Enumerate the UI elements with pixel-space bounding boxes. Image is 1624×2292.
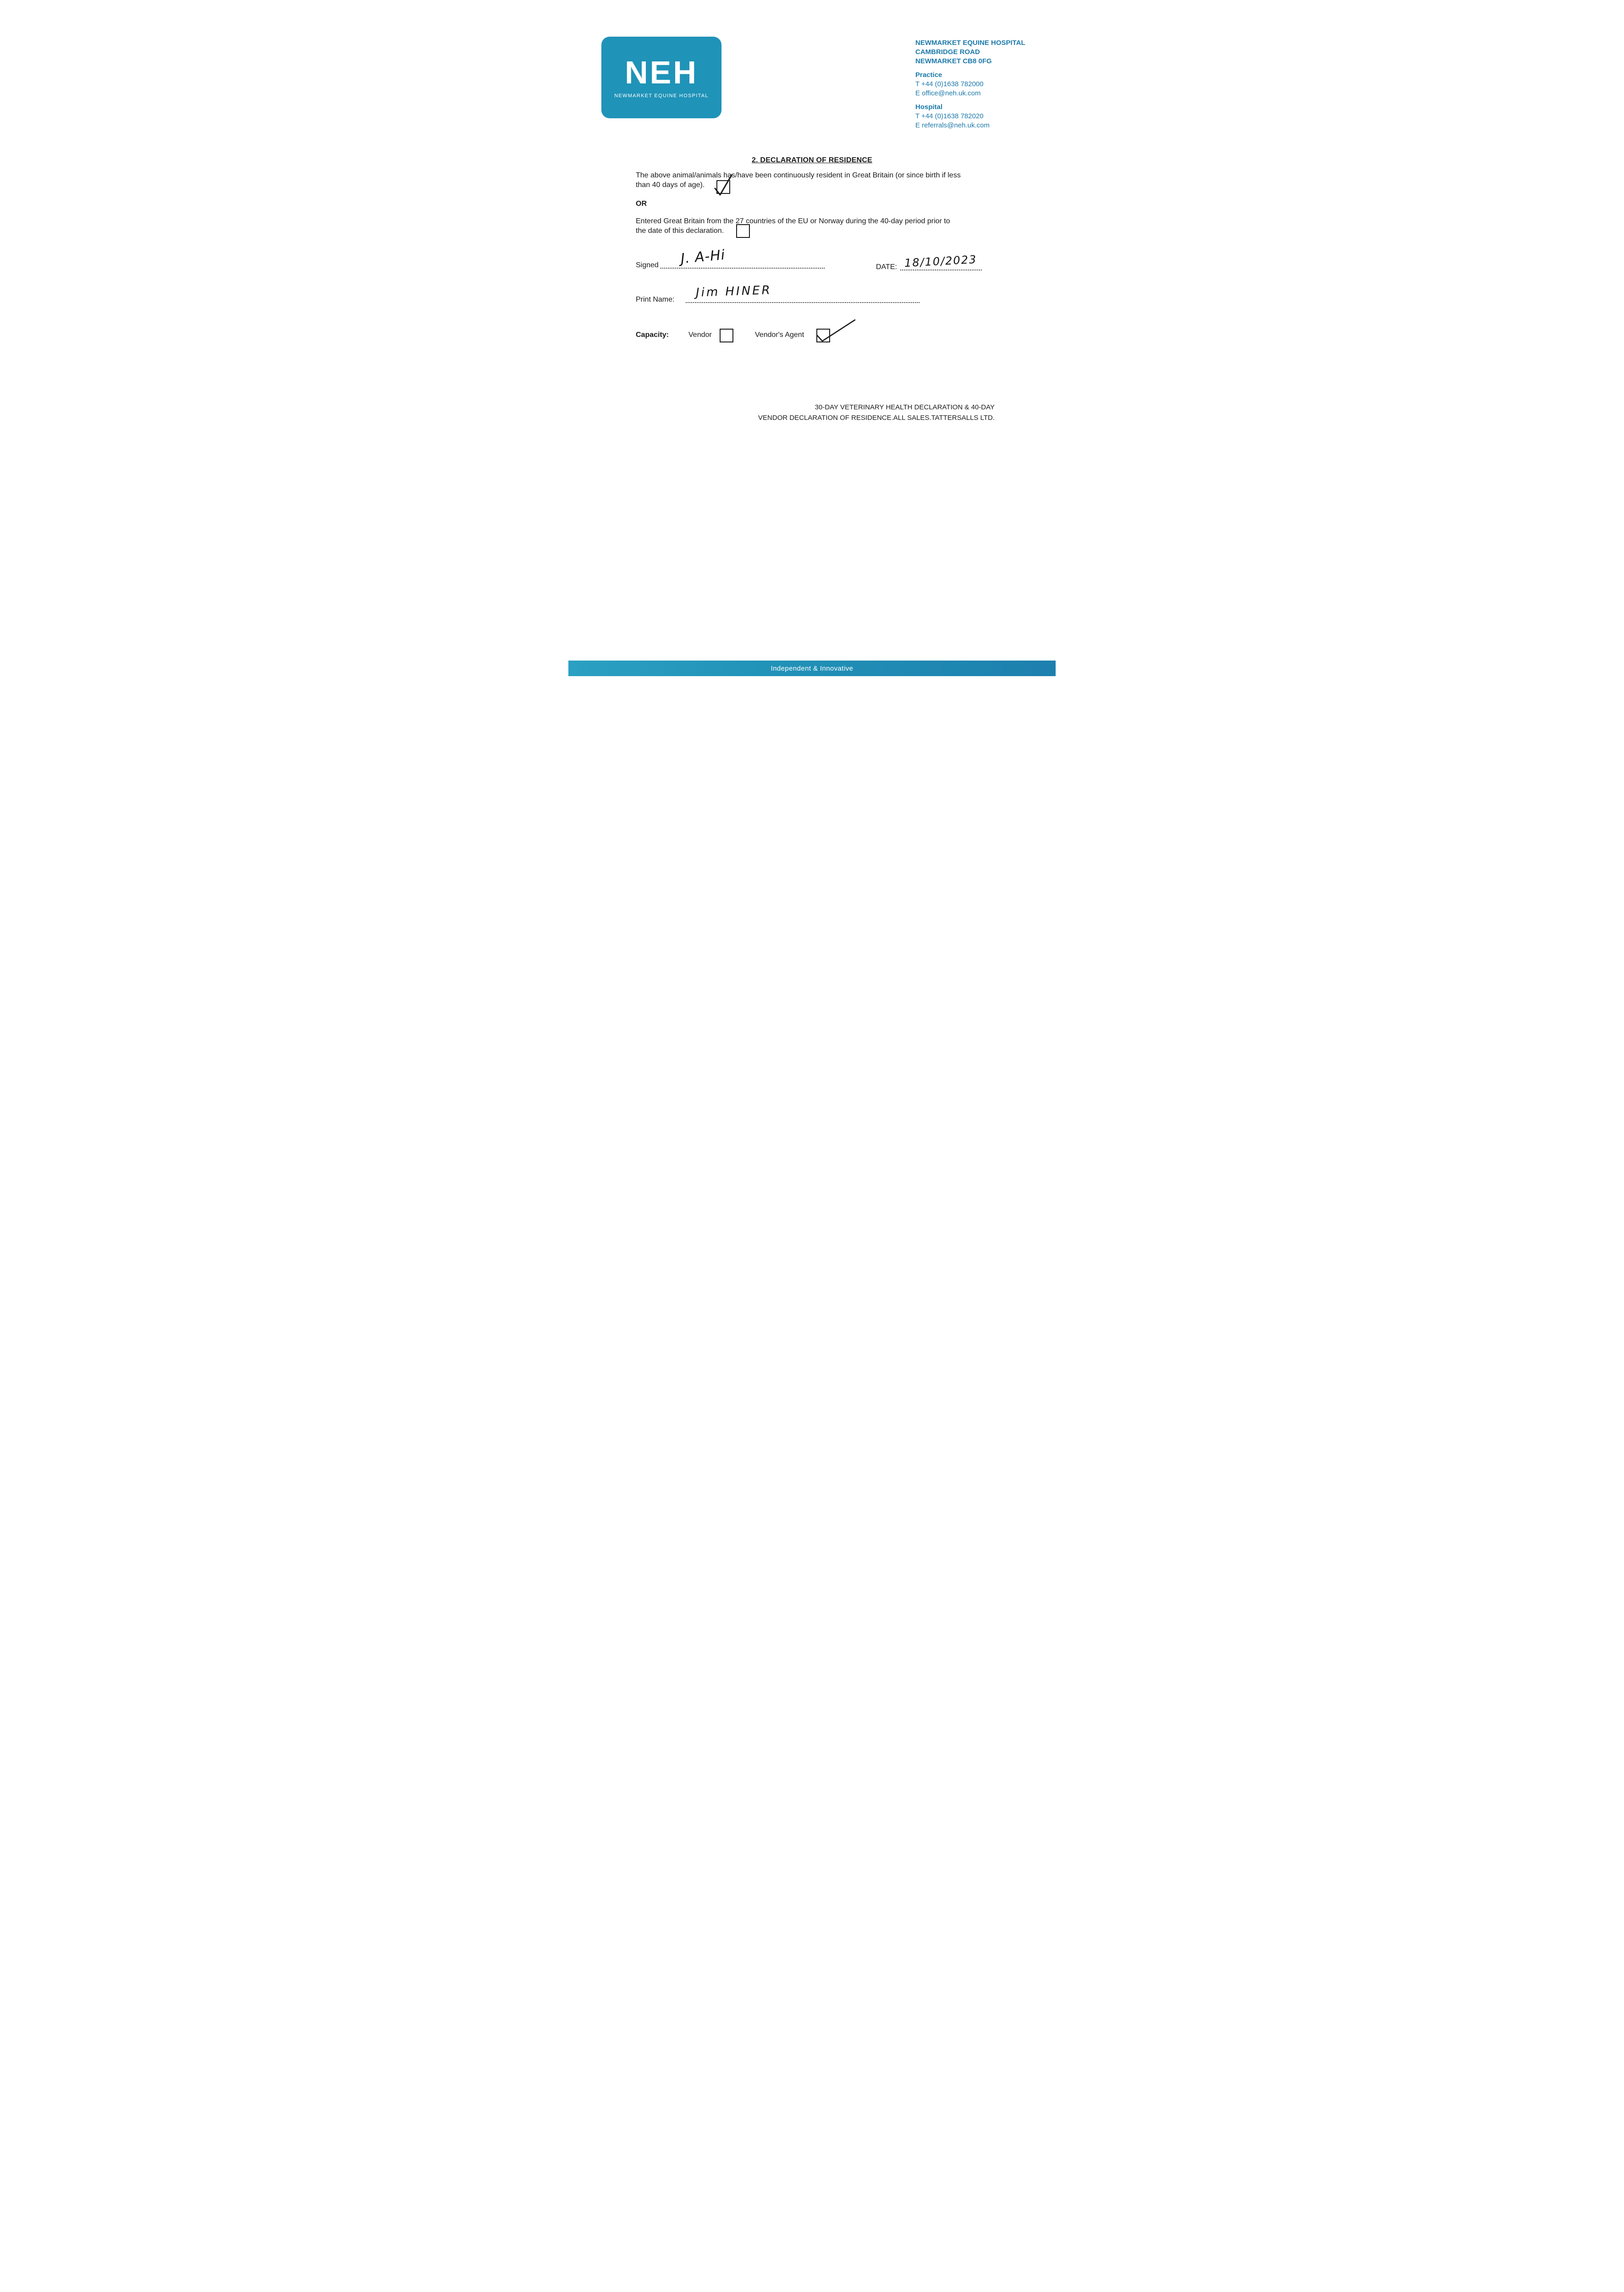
vendors-agent-checkbox[interactable] [816,329,830,342]
footnote [758,402,995,423]
vendor-checkbox[interactable] [720,329,733,342]
contact-org: NEWMARKET EQUINE HOSPITAL [915,39,1025,47]
print-name-line[interactable] [686,302,919,303]
signed-label: Signed [636,261,659,269]
statement-entered-line1: Entered Great Britain from the 27 countries of the EU or Norway during the 40-day period prior to [636,217,950,225]
statement-resident-line2: than 40 days of age). [636,181,705,189]
signature-line[interactable] [661,268,825,269]
date-handwriting: 18/10/2023 [904,253,977,270]
section-title: 2. DECLARATION OF RESIDENCE [752,156,872,164]
vendor-label: Vendor [688,331,712,339]
hospital-phone: T +44 (0)1638 782020 [915,112,984,120]
date-label: DATE: [876,263,897,271]
contact-block [915,39,1025,135]
contact-address-line1: CAMBRIDGE ROAD [915,48,980,56]
statement-entered-line2: the date of this declaration. [636,227,724,235]
footnote-line1: 30-DAY VETERINARY HEALTH DECLARATION & 40-DAY [815,403,995,411]
contact-address-line2: NEWMARKET CB8 0FG [915,57,992,65]
hospital-email: E referrals@neh.uk.com [915,121,990,129]
or-label: OR [636,200,647,208]
banner-text: Independent & Innovative [771,664,853,672]
logo-subtitle: NEWMARKET EQUINE HOSPITAL [614,93,709,99]
signature-handwriting: J. A-Hi [680,247,726,267]
practice-email: E office@neh.uk.com [915,89,981,97]
logo-acronym: NEH [625,55,698,90]
statement-entered [636,216,950,236]
practice-label: Practice [915,71,942,79]
bottom-banner [568,661,1056,676]
capacity-label: Capacity: [636,331,669,339]
practice-phone: T +44 (0)1638 782000 [915,80,984,88]
print-name-label: Print Name: [636,296,675,303]
hospital-label: Hospital [915,103,943,111]
statement-resident [636,171,961,190]
print-name-handwriting: Jim HINER [695,283,772,300]
neh-logo [601,37,721,118]
vendors-agent-label: Vendor's Agent [755,331,804,339]
scanned-declaration-page [568,0,1056,688]
footnote-line2: VENDOR DECLARATION OF RESIDENCE.ALL SALES.TATTERSALLS LTD. [758,414,995,422]
statement-resident-line1: The above animal/animals has/have been continuously resident in Great Britain (or since birth if less [636,171,961,179]
resident-checkbox[interactable] [716,180,730,194]
entered-checkbox[interactable] [736,224,750,238]
